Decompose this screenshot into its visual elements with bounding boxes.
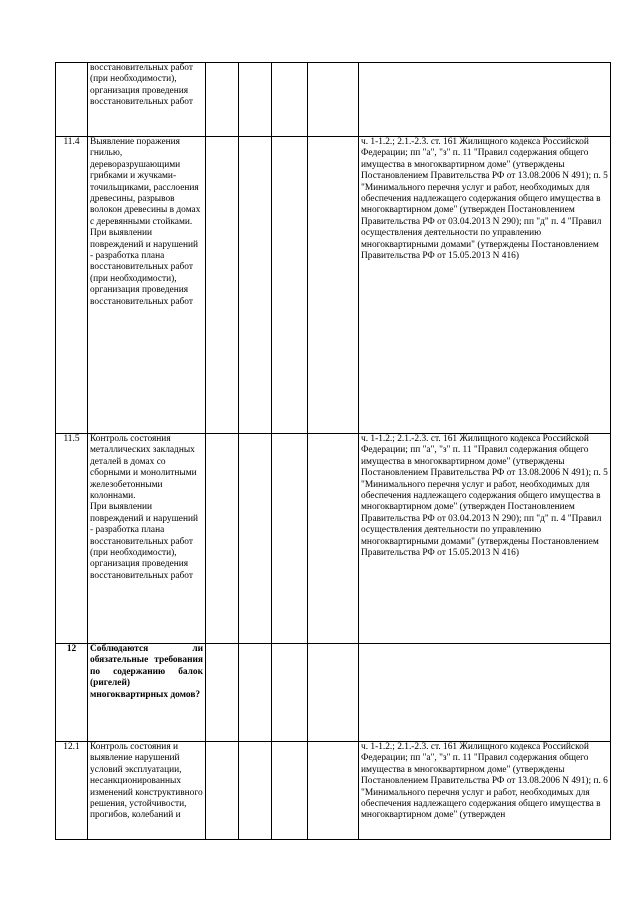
item-number: 11.4 (56, 137, 88, 434)
table-row (56, 434, 611, 644)
answer-na-cell (272, 434, 308, 644)
answer-no-cell (239, 434, 272, 644)
requirement-description: Контроль состояния и выявление нарушений условий эксплуатации, несанкционированных изменений конструктивного решения, устойчивости, прогибов, колебаний и (88, 742, 206, 840)
answer-yes-cell (206, 644, 239, 742)
answer-yes-cell (206, 742, 239, 840)
answer-yes-cell (206, 63, 239, 137)
note-cell (308, 63, 359, 137)
legal-reference: ч. 1-1.2.; 2.1.-2.3. ст. 161 Жилищного кодекса Российской Федерации; пп "а", "з" п. 11 "Правил содержания общего имущества в многоквартирном доме" (утверждены Постановлением Правительства РФ от 13.08.2006 N 491); п. 5 "Минимального перечня услуг и работ, необходимых для обеспечения надлежащего содержания общего имущества в многоквартирном доме" (утвержден Постановлением Правительства РФ от 03.04.2013 N 290); пп "д" п. 4 "Правил осуществления деятельности по управлению многоквартирными домами" (утверждены Постановлением Правительства РФ от 15.05.2013 N 416) (359, 434, 611, 644)
legal-reference (359, 63, 611, 137)
note-cell (308, 742, 359, 840)
answer-na-cell (272, 644, 308, 742)
item-number: 11.5 (56, 434, 88, 644)
table-row (56, 644, 611, 742)
requirement-description: Контроль состояния металлических закладных деталей в домах со сборными и монолитными железобетонными колоннами. При выявлении повреждений и нарушений - разработка плана восстановительных работ (при необходимости), организация проведения восстановительных работ (88, 434, 206, 644)
legal-reference: ч. 1-1.2.; 2.1.-2.3. ст. 161 Жилищного кодекса Российской Федерации; пп "а", "з" п. 11 "Правил содержания общего имущества в многоквартирном доме" (утверждены Постановлением Правительства РФ от 13.08.2006 N 491); п. 6 "Минимального перечня услуг и работ, необходимых для обеспечения надлежащего содержания общего имущества в многоквартирном доме" (утвержден (359, 742, 611, 840)
answer-no-cell (239, 742, 272, 840)
item-number (56, 63, 88, 137)
answer-no-cell (239, 63, 272, 137)
legal-reference: ч. 1-1.2.; 2.1.-2.3. ст. 161 Жилищного кодекса Российской Федерации; пп "а", "з" п. 11 "Правил содержания общего имущества в многоквартирном доме" (утверждены Постановлением Правительства РФ от 13.08.2006 N 491); п. 5 "Минимального перечня услуг и работ, необходимых для обеспечения надлежащего содержания общего имущества в многоквартирном доме" (утвержден Постановлением Правительства РФ от 03.04.2013 N 290); пп "д" п. 4 "Правил осуществления деятельности по управлению многоквартирными домами" (утверждены Постановлением Правительства РФ от 15.05.2013 N 416) (359, 137, 611, 434)
answer-yes-cell (206, 137, 239, 434)
legal-reference (359, 644, 611, 742)
table-row (56, 63, 611, 137)
answer-na-cell (272, 742, 308, 840)
item-number: 12.1 (56, 742, 88, 840)
answer-yes-cell (206, 434, 239, 644)
note-cell (308, 434, 359, 644)
answer-no-cell (239, 137, 272, 434)
checklist-table (55, 62, 611, 840)
section-question: Соблюдаются ли обязательные требования по содержанию балок (ригелей) многоквартирных домов? (88, 644, 206, 742)
note-cell (308, 644, 359, 742)
answer-no-cell (239, 644, 272, 742)
section-number: 12 (56, 644, 88, 742)
answer-na-cell (272, 137, 308, 434)
note-cell (308, 137, 359, 434)
table-row (56, 137, 611, 434)
table-row (56, 742, 611, 840)
answer-na-cell (272, 63, 308, 137)
requirement-description: Выявление поражения гнилью, дереворазрушающими грибками и жучками-точильщиками, расслоения древесины, разрывов волокон древесины в домах с деревянными стойками. При выявлении повреждений и нарушений - разработка плана восстановительных работ (при необходимости), организация проведения восстановительных работ (88, 137, 206, 434)
requirement-description: восстановительных работ (при необходимости), организация проведения восстановительных работ (88, 63, 206, 137)
